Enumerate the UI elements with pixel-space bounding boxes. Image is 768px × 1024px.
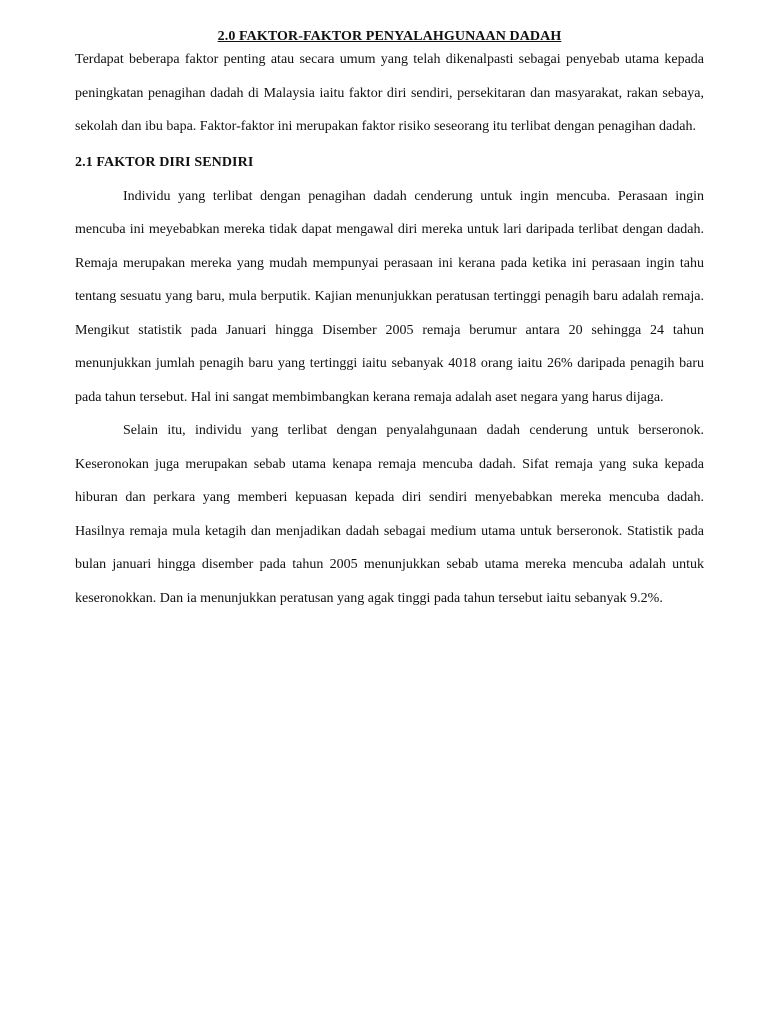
section-paragraph-1: Individu yang terlibat dengan penagihan dadah cenderung untuk ingin mencuba. Perasaan ingin mencuba ini meyebabkan mereka tidak dapat mengawal diri mereka untuk lari daripada terlibat dengan dadah. Remaja merupakan mereka yang mudah mempunyai perasaan ini kerana pada ketika ini perasaan ingin tahu tentang sesuatu yang baru, mula berputik. Kajian menunjukkan peratusan tertinggi penagih baru adalah remaja. Mengikut statistik pada Januari hingga Disember 2005 remaja berumur antara 20 sehingga 24 tahun menunjukkan jumlah penagih baru yang tertinggi iaitu sebanyak 4018 orang iaitu 26% daripada penagih baru pada tahun tersebut. Hal ini sangat membimbangkan kerana remaja adalah aset negara yang harus dijaga. <box>75 188 704 405</box>
intro-paragraph: Terdapat beberapa faktor penting atau secara umum yang telah dikenalpasti sebagai penyebab utama kepada peningkatan penagihan dadah di Malaysia iaitu faktor diri sendiri, persekitaran dan masyarakat, rakan sebaya, sekolah dan ibu bapa. Faktor-faktor ini merupakan faktor risiko seseorang itu terlibat dengan penagihan dadah. <box>75 52 704 134</box>
section-heading: 2.1 FAKTOR DIRI SENDIRI <box>75 154 254 170</box>
document-title: 2.0 FAKTOR-FAKTOR PENYALAHGUNAAN DADAH <box>217 29 562 44</box>
section-paragraph-2: Selain itu, individu yang terlibat dengan penyalahgunaan dadah cenderung untuk berseronok. Keseronokan juga merupakan sebab utama kenapa remaja mencuba dadah. Sifat remaja yang suka kepada hiburan dan perkara yang memberi kepuasan kepada diri sendiri menyebabkan mereka mencuba dadah. Hasilnya remaja mula ketagih dan menjadikan dadah sebagai medium utama untuk berseronok. Statistik pada bulan januari hingga disember pada tahun 2005 menunjukkan sebab utama mereka mencuba adalah untuk keseronokkan. Dan ia menunjukkan peratusan yang agak tinggi pada tahun tersebut iaitu sebanyak 9.2%. <box>75 423 704 606</box>
